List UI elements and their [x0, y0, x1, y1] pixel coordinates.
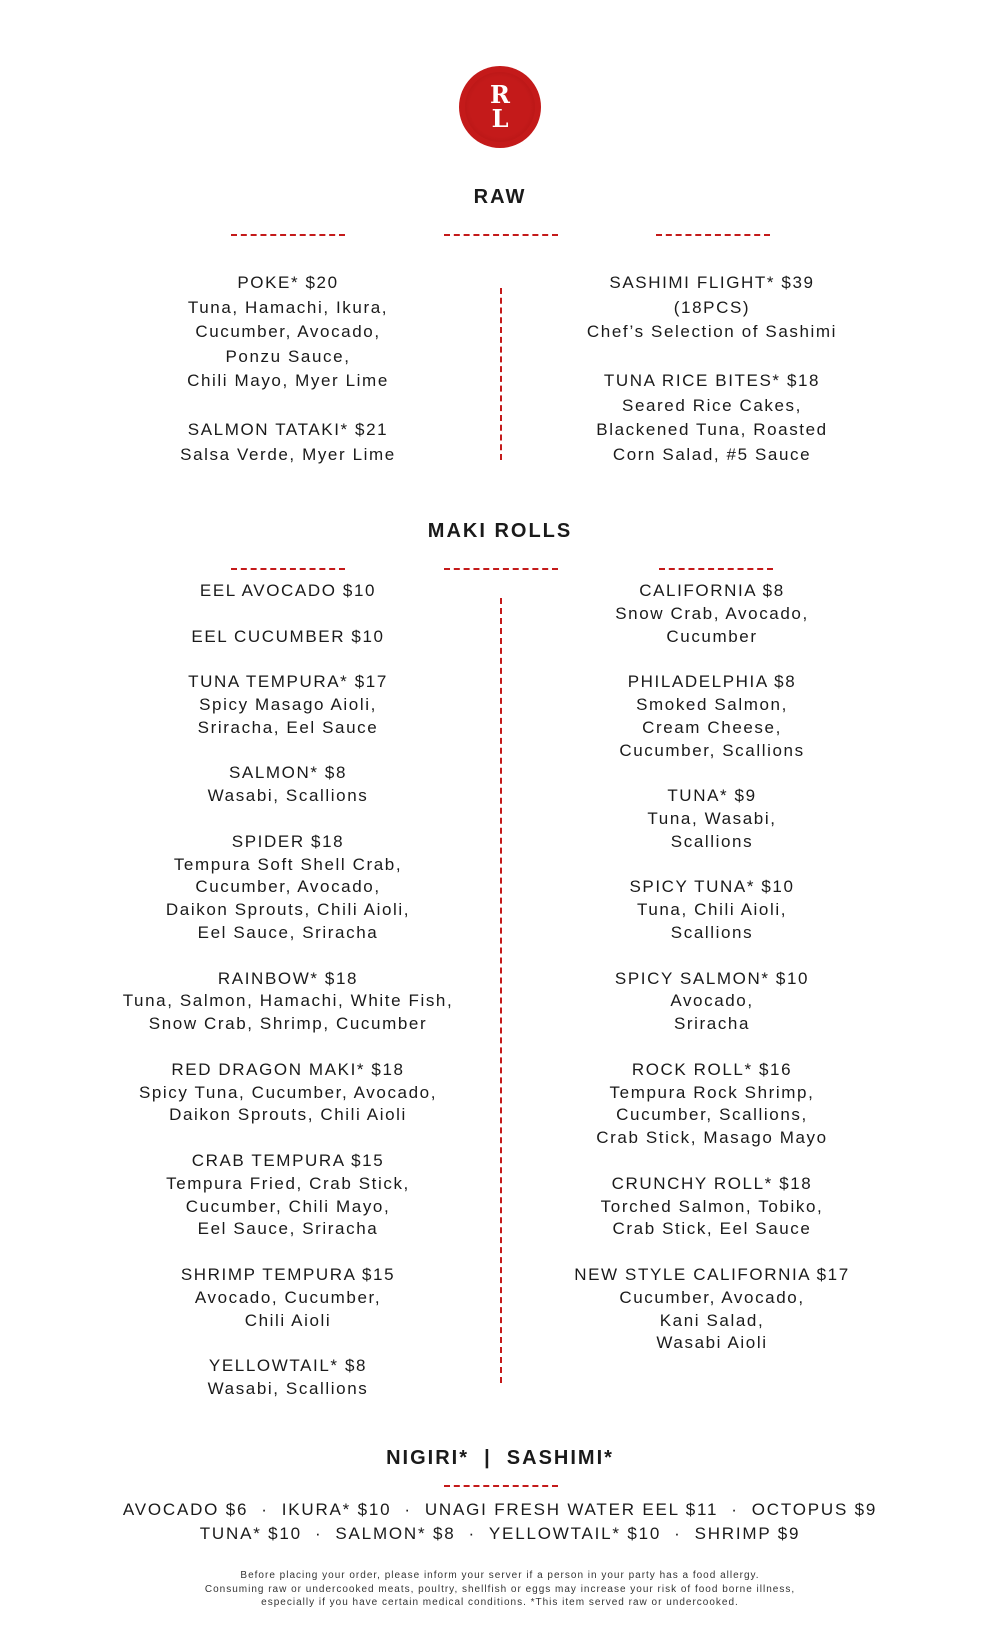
menu-item-crab-tempura — [78, 1150, 498, 1241]
raw-divider-left — [231, 234, 345, 236]
disclaimer-line: Before placing your order, please inform your server if a person in your party has a food allergy. — [240, 1570, 760, 1581]
item-title: NEW STYLE CALIFORNIA $17 — [574, 1264, 850, 1284]
separator-dot: · — [261, 1500, 269, 1519]
item-desc: Cucumber, Avocado, — [619, 1287, 805, 1307]
item-desc: Cucumber, Avocado, — [195, 322, 381, 341]
item-desc: Avocado, Cucumber, — [194, 1287, 382, 1307]
item-desc: Tuna, Hamachi, Ikura, — [187, 297, 389, 317]
menu-item-philadelphia — [502, 671, 922, 762]
item-desc: Ponzu Sauce, — [225, 346, 351, 366]
maki-divider-center — [444, 568, 558, 570]
item-desc: Wasabi, Scallions — [207, 786, 369, 806]
item-desc: Seared Rice Cakes, — [622, 395, 802, 415]
maki-divider-left — [231, 568, 345, 570]
logo-letter-bottom: L — [491, 104, 509, 133]
item-title: RED DRAGON MAKI* $18 — [171, 1059, 405, 1079]
raw-divider-right — [656, 234, 770, 236]
item-desc: Daikon Sprouts, Chili Aioli, — [165, 900, 411, 920]
nigiri-item: TUNA* $10 — [199, 1524, 302, 1543]
separator-dot: · — [674, 1524, 682, 1543]
menu-item-eel-cucumber — [78, 626, 498, 649]
maki-left-column — [78, 580, 498, 1423]
menu-item-salmon-tataki — [78, 418, 498, 467]
item-desc: Tempura Rock Shrimp, — [609, 1082, 815, 1102]
item-desc: Sriracha, Eel Sauce — [197, 717, 379, 737]
item-title: SASHIMI FLIGHT* $39 — [609, 273, 815, 292]
maki-section-title: MAKI ROLLS — [427, 520, 573, 542]
item-desc: Spicy Tuna, Cucumber, Avocado, — [138, 1082, 438, 1102]
item-desc: Blackened Tuna, Roasted — [596, 420, 828, 439]
menu-item-spicy-tuna — [502, 876, 922, 944]
item-desc: Tuna, Salmon, Hamachi, White Fish, — [122, 991, 454, 1011]
maki-divider-right — [659, 568, 773, 570]
menu-item-california — [502, 580, 922, 648]
item-title: POKE* $20 — [237, 273, 339, 292]
item-desc: Tempura Soft Shell Crab, — [173, 854, 403, 874]
item-title: ROCK ROLL* $16 — [631, 1059, 793, 1079]
allergy-disclaimer — [0, 1569, 1000, 1610]
menu-item-yellowtail — [78, 1355, 498, 1401]
item-desc: Cream Cheese, — [642, 717, 782, 737]
item-desc: Chili Mayo, Myer Lime — [187, 371, 389, 390]
item-desc: Wasabi, Scallions — [207, 1378, 369, 1398]
item-desc: Cucumber, Scallions — [619, 740, 805, 760]
item-title: CRAB TEMPURA $15 — [191, 1150, 385, 1170]
nigiri-line-2 — [0, 1522, 1000, 1546]
item-desc: Crab Stick, Eel Sauce — [612, 1219, 812, 1239]
item-title: PHILADELPHIA $8 — [627, 672, 797, 692]
item-desc: Kani Salad, — [659, 1310, 765, 1330]
raw-divider-center — [444, 234, 558, 236]
disclaimer-line: especially if you have certain medical conditions. *This item served raw or undercooked. — [261, 1597, 739, 1608]
item-desc: Chili Aioli — [244, 1310, 332, 1330]
menu-item-tuna-rice-bites — [502, 369, 922, 467]
item-title: SALMON* $8 — [228, 763, 348, 783]
item-desc: Eel Sauce, Sriracha — [197, 922, 379, 942]
item-desc: Tempura Fried, Crab Stick, — [166, 1173, 410, 1193]
item-desc: Scallions — [670, 831, 754, 851]
menu-item-crunchy-roll — [502, 1173, 922, 1241]
menu-item-rock-roll — [502, 1059, 922, 1150]
item-title: CALIFORNIA $8 — [639, 581, 785, 600]
nigiri-item: SALMON* $8 — [335, 1524, 456, 1543]
nigiri-section-title: NIGIRI* | SASHIMI* — [386, 1447, 614, 1469]
logo-letter-top: R — [490, 80, 510, 109]
item-desc: Scallions — [670, 922, 754, 942]
item-desc: Chef’s Selection of Sashimi — [586, 322, 838, 341]
nigiri-item: IKURA* $10 — [281, 1500, 392, 1519]
item-title: SHRIMP TEMPURA $15 — [180, 1264, 396, 1284]
item-desc: Tuna, Wasabi, — [647, 808, 777, 828]
disclaimer-line: Consuming raw or undercooked meats, poultry, shellfish or eggs may increase your risk of food borne illness, — [204, 1583, 796, 1595]
menu-item-tuna — [502, 785, 922, 853]
menu-item-tuna-tempura — [78, 671, 498, 739]
menu-item-new-style-california — [502, 1264, 922, 1355]
menu-item-salmon — [78, 762, 498, 808]
separator-dot: · — [731, 1500, 739, 1519]
item-desc: Tuna, Chili Aioli, — [636, 900, 788, 920]
logo-seal — [465, 72, 535, 142]
separator-dot: · — [314, 1524, 323, 1543]
item-title: EEL CUCUMBER $10 — [191, 626, 385, 646]
item-title: SALMON TATAKI* $21 — [187, 420, 389, 439]
item-desc: Cucumber, Scallions, — [616, 1105, 808, 1125]
item-title: TUNA TEMPURA* $17 — [188, 672, 388, 692]
item-desc: Torched Salmon, Tobiko, — [600, 1196, 824, 1216]
item-title: RAINBOW* $18 — [217, 968, 359, 988]
item-desc: Crab Stick, Masago Mayo — [596, 1128, 828, 1148]
separator-dot: · — [404, 1500, 412, 1519]
item-desc: Eel Sauce, Sriracha — [197, 1219, 379, 1239]
item-title: TUNA RICE BITES* $18 — [603, 371, 821, 390]
item-title: CRUNCHY ROLL* $18 — [611, 1173, 813, 1193]
item-desc: Cucumber — [666, 626, 758, 646]
item-desc: Salsa Verde, Myer Lime — [180, 444, 396, 464]
item-desc: Avocado, — [670, 991, 754, 1011]
item-title: TUNA* $9 — [667, 786, 757, 806]
item-title: EEL AVOCADO $10 — [199, 581, 377, 600]
restaurant-logo — [459, 66, 541, 148]
menu-item-eel-avocado — [78, 580, 498, 603]
nigiri-item: YELLOWTAIL* $10 — [488, 1524, 662, 1543]
raw-left-column — [78, 271, 498, 492]
nigiri-divider — [444, 1485, 558, 1487]
item-title: SPICY TUNA* $10 — [629, 877, 795, 897]
item-desc: Cucumber, Avocado, — [195, 877, 381, 897]
menu-item-poke — [78, 271, 498, 394]
menu-item-red-dragon-maki — [78, 1059, 498, 1127]
item-desc: Snow Crab, Shrimp, Cucumber — [148, 1014, 428, 1034]
item-desc: Spicy Masago Aioli, — [199, 694, 377, 714]
item-desc: Corn Salad, #5 Sauce — [612, 444, 812, 464]
nigiri-item: UNAGI FRESH WATER EEL $11 — [424, 1500, 719, 1519]
item-title: SPIDER $18 — [231, 831, 345, 851]
separator-dot: · — [468, 1524, 476, 1543]
menu-item-spicy-salmon — [502, 968, 922, 1036]
nigiri-item: AVOCADO $6 — [122, 1500, 249, 1519]
menu-item-spider — [78, 831, 498, 945]
item-title: SPICY SALMON* $10 — [614, 968, 810, 988]
maki-right-column — [502, 580, 922, 1378]
item-desc: Smoked Salmon, — [636, 694, 788, 714]
item-title: YELLOWTAIL* $8 — [208, 1356, 368, 1376]
item-desc: Daikon Sprouts, Chili Aioli — [169, 1105, 407, 1125]
raw-section-title: RAW — [473, 186, 527, 208]
item-desc: (18PCS) — [673, 297, 751, 317]
item-desc: Wasabi Aioli — [656, 1333, 768, 1353]
nigiri-line-1 — [0, 1498, 1000, 1522]
nigiri-item: SHRIMP $9 — [694, 1524, 801, 1543]
nigiri-item: OCTOPUS $9 — [751, 1500, 878, 1519]
item-desc: Sriracha — [673, 1014, 751, 1034]
raw-right-column — [502, 271, 922, 492]
menu-item-sashimi-flight — [502, 271, 922, 345]
menu-item-shrimp-tempura — [78, 1264, 498, 1332]
menu-item-rainbow — [78, 968, 498, 1036]
item-desc: Cucumber, Chili Mayo, — [185, 1196, 391, 1216]
item-desc: Snow Crab, Avocado, — [615, 603, 809, 623]
